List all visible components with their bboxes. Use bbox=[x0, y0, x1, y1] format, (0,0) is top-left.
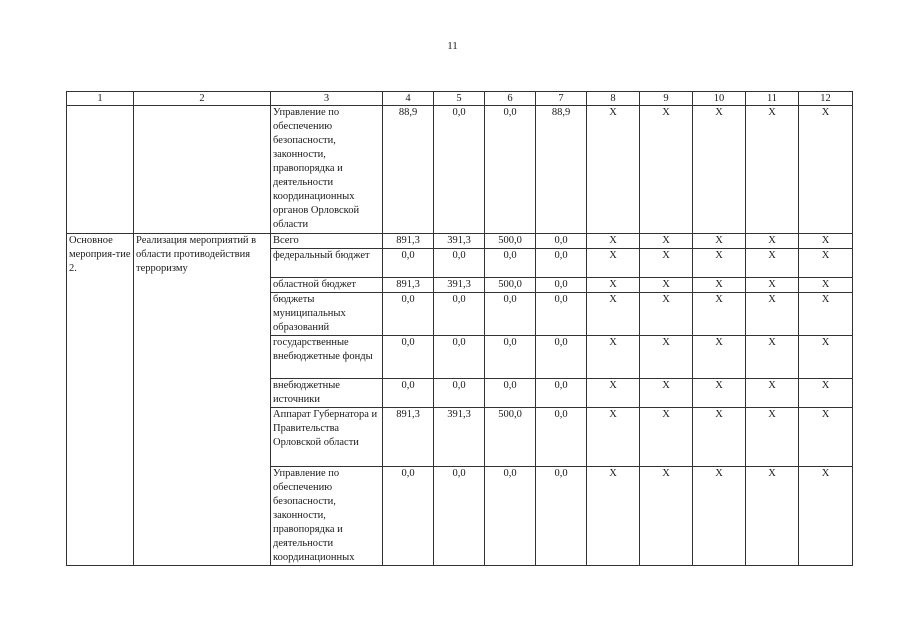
executor-cell: Управление по обеспечению безопасности, законности, правопорядка и деятельности координационных органов Орловской области bbox=[271, 106, 383, 234]
value-cell: 391,3 bbox=[434, 234, 485, 249]
value-cell: 0,0 bbox=[536, 408, 587, 467]
mark-cell: X bbox=[587, 234, 640, 249]
empty-cell bbox=[134, 106, 271, 234]
activity-body bbox=[67, 234, 853, 566]
value-cell: 0,0 bbox=[485, 336, 536, 379]
value-cell: 391,3 bbox=[434, 408, 485, 467]
mark-cell: X bbox=[587, 336, 640, 379]
value-cell: 0,0 bbox=[536, 249, 587, 278]
mark-cell: X bbox=[799, 379, 853, 408]
mark-cell: X bbox=[693, 293, 746, 336]
mark-cell: X bbox=[587, 106, 640, 234]
value-cell: 891,3 bbox=[383, 278, 434, 293]
mark-cell: X bbox=[693, 408, 746, 467]
value-cell: 0,0 bbox=[434, 106, 485, 234]
mark-cell: X bbox=[640, 106, 693, 234]
value-cell: 0,0 bbox=[383, 379, 434, 408]
value-cell: 0,0 bbox=[383, 467, 434, 566]
mark-cell: X bbox=[587, 467, 640, 566]
budget-table bbox=[66, 91, 853, 566]
mark-cell: X bbox=[799, 467, 853, 566]
mark-cell: X bbox=[746, 293, 799, 336]
funding-source-cell: Аппарат Губернатора и Правительства Орловской области bbox=[271, 408, 383, 467]
mark-cell: X bbox=[640, 408, 693, 467]
value-cell: 391,3 bbox=[434, 278, 485, 293]
mark-cell: X bbox=[693, 379, 746, 408]
value-cell: 0,0 bbox=[536, 293, 587, 336]
mark-cell: X bbox=[693, 249, 746, 278]
mark-cell: X bbox=[746, 336, 799, 379]
funding-source-cell: Управление по обеспечению безопасности, законности, правопорядка и деятельности координационных bbox=[271, 467, 383, 566]
mark-cell: X bbox=[799, 293, 853, 336]
mark-cell: X bbox=[746, 408, 799, 467]
header-row bbox=[67, 92, 853, 106]
mark-cell: X bbox=[640, 234, 693, 249]
value-cell: 891,3 bbox=[383, 234, 434, 249]
mark-cell: X bbox=[587, 249, 640, 278]
header-cell: 10 bbox=[693, 92, 746, 106]
mark-cell: X bbox=[799, 408, 853, 467]
mark-cell: X bbox=[799, 106, 853, 234]
value-cell: 0,0 bbox=[485, 379, 536, 408]
value-cell: 0,0 bbox=[434, 249, 485, 278]
mark-cell: X bbox=[746, 106, 799, 234]
value-cell: 0,0 bbox=[383, 249, 434, 278]
value-cell: 88,9 bbox=[536, 106, 587, 234]
mark-cell: X bbox=[746, 379, 799, 408]
value-cell: 0,0 bbox=[536, 336, 587, 379]
page-number: 11 bbox=[447, 40, 458, 52]
value-cell: 500,0 bbox=[485, 278, 536, 293]
mark-cell: X bbox=[587, 379, 640, 408]
mark-cell: X bbox=[640, 467, 693, 566]
mark-cell: X bbox=[640, 336, 693, 379]
mark-cell: X bbox=[587, 293, 640, 336]
header-cell: 2 bbox=[134, 92, 271, 106]
table-row bbox=[67, 234, 853, 249]
activity-title: Основное мероприя-тие 2. bbox=[67, 234, 134, 566]
value-cell: 0,0 bbox=[485, 293, 536, 336]
value-cell: 500,0 bbox=[485, 234, 536, 249]
funding-source-cell: государственные внебюджетные фонды bbox=[271, 336, 383, 379]
header-cell: 5 bbox=[434, 92, 485, 106]
mark-cell: X bbox=[693, 106, 746, 234]
mark-cell: X bbox=[746, 467, 799, 566]
funding-source-cell: федеральный бюджет bbox=[271, 249, 383, 278]
value-cell: 891,3 bbox=[383, 408, 434, 467]
value-cell: 0,0 bbox=[434, 336, 485, 379]
funding-source-cell: бюджеты муниципальных образований bbox=[271, 293, 383, 336]
mark-cell: X bbox=[693, 467, 746, 566]
header-cell: 11 bbox=[746, 92, 799, 106]
mark-cell: X bbox=[746, 234, 799, 249]
mark-cell: X bbox=[799, 336, 853, 379]
mark-cell: X bbox=[746, 249, 799, 278]
mark-cell: X bbox=[640, 379, 693, 408]
header-cell: 6 bbox=[485, 92, 536, 106]
value-cell: 0,0 bbox=[485, 106, 536, 234]
mark-cell: X bbox=[640, 249, 693, 278]
value-cell: 500,0 bbox=[485, 408, 536, 467]
mark-cell: X bbox=[587, 278, 640, 293]
value-cell: 88,9 bbox=[383, 106, 434, 234]
header-cell: 3 bbox=[271, 92, 383, 106]
empty-cell bbox=[67, 106, 134, 234]
header-cell: 12 bbox=[799, 92, 853, 106]
value-cell: 0,0 bbox=[536, 278, 587, 293]
value-cell: 0,0 bbox=[383, 293, 434, 336]
value-cell: 0,0 bbox=[434, 379, 485, 408]
funding-source-cell: Всего bbox=[271, 234, 383, 249]
mark-cell: X bbox=[693, 234, 746, 249]
header-cell: 1 bbox=[67, 92, 134, 106]
mark-cell: X bbox=[640, 278, 693, 293]
header-cell: 8 bbox=[587, 92, 640, 106]
header-cell: 9 bbox=[640, 92, 693, 106]
mark-cell: X bbox=[799, 278, 853, 293]
funding-source-cell: внебюджетные источники bbox=[271, 379, 383, 408]
mark-cell: X bbox=[640, 293, 693, 336]
mark-cell: X bbox=[746, 278, 799, 293]
value-cell: 0,0 bbox=[434, 293, 485, 336]
mark-cell: X bbox=[693, 336, 746, 379]
mark-cell: X bbox=[587, 408, 640, 467]
value-cell: 0,0 bbox=[536, 467, 587, 566]
value-cell: 0,0 bbox=[536, 379, 587, 408]
funding-source-cell: областной бюджет bbox=[271, 278, 383, 293]
mark-cell: X bbox=[799, 249, 853, 278]
activity-description: Реализация мероприятий в области противодействия терроризму bbox=[134, 234, 271, 566]
header-cell: 4 bbox=[383, 92, 434, 106]
value-cell: 0,0 bbox=[383, 336, 434, 379]
value-cell: 0,0 bbox=[434, 467, 485, 566]
table-row bbox=[67, 106, 853, 234]
header-cell: 7 bbox=[536, 92, 587, 106]
mark-cell: X bbox=[799, 234, 853, 249]
mark-cell: X bbox=[693, 278, 746, 293]
value-cell: 0,0 bbox=[485, 249, 536, 278]
value-cell: 0,0 bbox=[485, 467, 536, 566]
value-cell: 0,0 bbox=[536, 234, 587, 249]
